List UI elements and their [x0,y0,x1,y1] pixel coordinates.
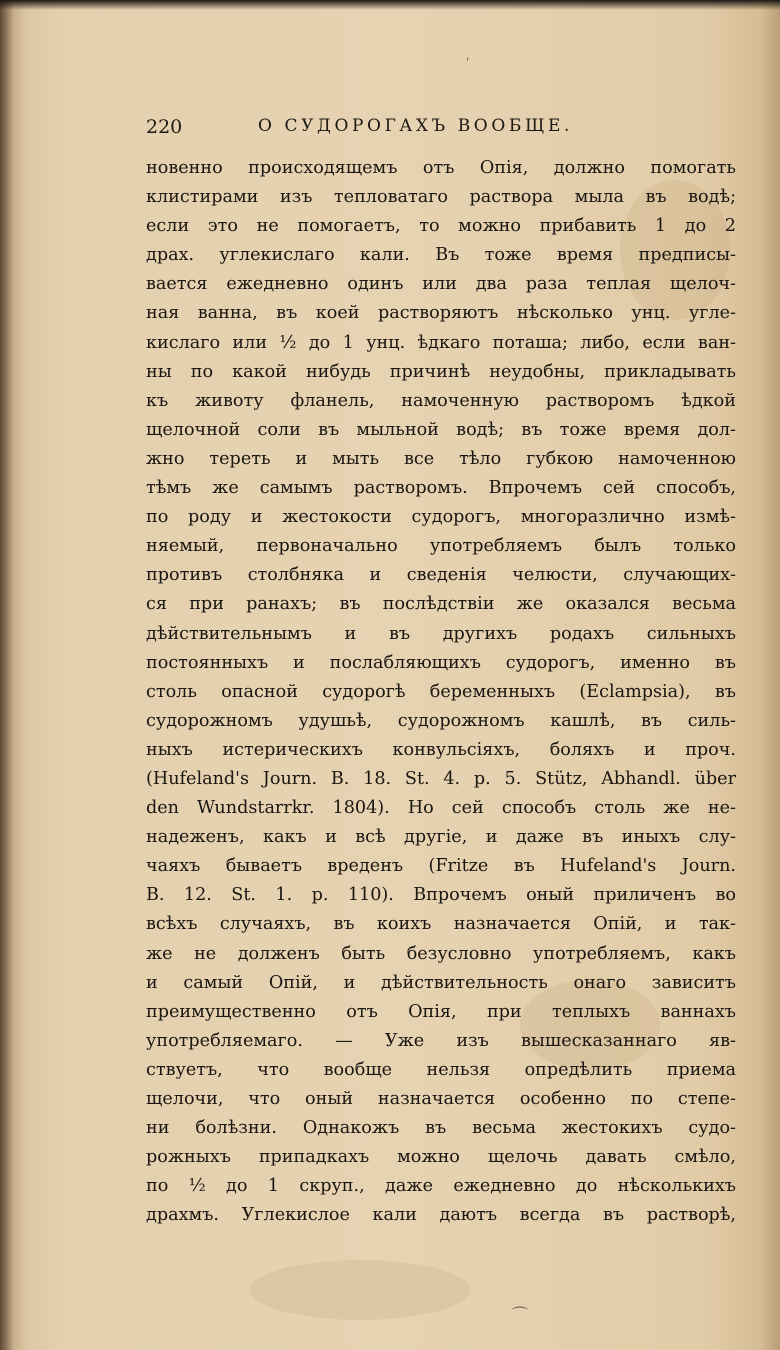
text-line: же не долженъ быть безусловно употребляемъ, какъ [146,943,736,964]
text-line: судорожномъ удушьѣ, судорожномъ кашлѣ, въ силь- [146,710,736,731]
text-line: къ животу фланель, намоченную растворомъ ѣдкой [146,390,736,411]
text-line: по ½ до 1 скруп., даже ежедневно до нѣсколькихъ [146,1176,736,1197]
text-line: ни болѣзни. Однакожъ въ весьма жестокихъ судо- [146,1118,736,1139]
text-line: (Hufeland's Journ. B. 18. St. 4. p. 5. Stütz, Abhandl. über [146,768,736,789]
running-title: О СУДОРОГАХЪ ВООБЩЕ. [258,116,573,136]
text-line: кислаго или ½ до 1 унц. ѣдкаго поташа; либо, если ван- [146,332,736,353]
text-line: постоянныхъ и послабляющихъ судорогъ, именно въ [146,652,736,673]
text-line: щелочи, что оный назначается особенно по степе- [146,1089,736,1109]
text-line: употребляемаго. — Уже изъ вышесказаннаго яв- [146,1030,736,1051]
text-line: противъ столбняка и сведенія челюсти, случающих- [146,565,736,586]
text-line: драх. углекислаго кали. Въ тоже время предписы- [146,245,736,266]
text-line: новенно происходящемъ отъ Опія, должно помогать [146,158,736,178]
text-line: преимущественно отъ Опія, при теплыхъ ваннахъ [146,1001,736,1022]
text-line: вается ежедневно одинъ или два раза теплая щелоч- [146,274,736,295]
ink-speck: ˈ [466,56,470,70]
text-line: столь опасной судорогѣ беременныхъ (Eclampsia), въ [146,681,736,702]
paper-stain [250,1260,470,1320]
body-text [146,154,736,1230]
text-line: няемый, первоначально употребляемъ былъ только [146,536,736,557]
text-line: и самый Опій, и дѣйствительность онаго зависитъ [146,972,736,993]
text-line: ныхъ истерическихъ конвульсіяхъ, боляхъ и проч. [146,739,736,760]
text-line: ная ванна, въ коей растворяютъ нѣсколько унц. угле- [146,303,736,324]
text-line: тѣмъ же самымъ растворомъ. Впрочемъ сей способъ, [146,478,736,499]
text-line: дѣйствительнымъ и въ другихъ родахъ сильныхъ [146,623,736,644]
text-line: щелочной соли въ мыльной водѣ; въ тоже время дол- [146,419,736,440]
text-line: надеженъ, какъ и всѣ другіе, и даже въ иныхъ слу- [146,827,736,848]
text-line: рожныхъ припадкахъ можно щелочь давать смѣло, [146,1147,736,1168]
text-line: ны по какой нибудь причинѣ неудобны, прикладывать [146,361,736,382]
pencil-mark: ⌒ [512,1305,529,1324]
text-line: клистирами изъ тепловатаго раствора мыла въ водѣ; [146,187,736,208]
text-line: жно тереть и мыть все тѣло губкою намоченною [146,448,736,469]
text-line: если это не помогаетъ, то можно прибавить 1 до 2 [146,216,736,237]
page-header [146,112,726,146]
page-number: 220 [146,116,183,138]
text-line: ствуетъ, что вообще нельзя опредѣлить приема [146,1059,736,1080]
text-line: B. 12. St. 1. p. 110). Впрочемъ оный приличенъ во [146,885,736,906]
text-line: чаяхъ бываетъ вреденъ (Fritze въ Hufeland's Journ. [146,856,736,877]
text-line: den Wundstarrkr. 1804). Но сей способъ столь же не- [146,798,736,819]
text-line: по роду и жестокости судорогъ, многоразлично измѣ- [146,507,736,528]
text-line: ся при ранахъ; въ послѣдствіи же оказался весьма [146,594,736,615]
text-line: всѣхъ случаяхъ, въ коихъ назначается Опій, и так- [146,914,736,935]
text-line: драхмъ. Углекислое кали даютъ всегда въ растворѣ, [146,1205,736,1226]
